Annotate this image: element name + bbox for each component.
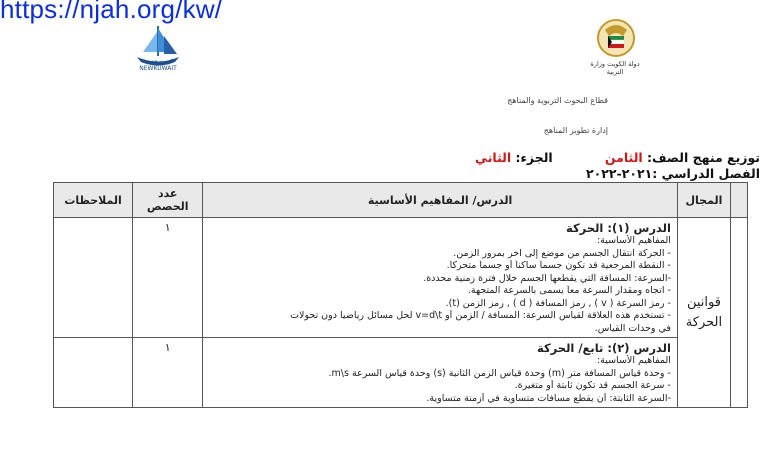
lesson-line: - النقطة المرجعية قد تكون جسماً ساكناً أو جسماً متحركاً.: [446, 260, 671, 271]
title-label: توزيع منهج الصف:: [647, 150, 760, 165]
lesson-line: - تستخدم هذه العلاقة لقياس السرعة: المسافة / الزمن أو v=d\t لحل مسائل رياضيا دون تحولات: [290, 310, 671, 321]
lesson-title: الدرس (١): الحركة: [566, 221, 671, 235]
edge-cell: [730, 218, 747, 408]
periods-header: عدد الحصص: [133, 183, 203, 218]
ministry-caption: دولة الكويت وزارة التربية: [590, 60, 640, 76]
lesson-cell: [203, 218, 678, 338]
lesson-line: في وحدات القياس.: [594, 322, 671, 334]
lesson-line: - الحركة انتقال الجسم من موضع إلى آخر بمرور الزمن.: [453, 247, 671, 259]
lesson-line: - سرعة الجسم قد تكون ثابتة أو متغيرة.: [514, 380, 671, 391]
table-row: [54, 218, 748, 338]
lesson-header: الدرس/ المفاهيم الأساسية: [203, 183, 678, 218]
lesson-line: المفاهيم الأساسية:: [596, 355, 671, 366]
table-row: [54, 338, 748, 408]
sector-name: قطاع البحوث التربوية والمناهج: [507, 96, 608, 105]
grade-value: الثامن: [604, 150, 643, 165]
lesson-line: -السرعة: المسافة التي يقطعها الجسم خلال فترة زمنية محددة.: [423, 272, 671, 284]
notes-header: الملاحظات: [54, 183, 133, 218]
term-label: الفصل الدراسي :٢٠٢١-٢٠٢٢: [585, 166, 760, 181]
notes-cell: [54, 338, 133, 408]
lesson-line: - رمز السرعة ( v ) , رمز المسافة ( d ) , رمز الزمن (t).: [445, 297, 671, 309]
lesson-cell: [203, 338, 678, 408]
notes-cell: [54, 218, 133, 338]
lesson-line: - وحدة قياس المسافة متر (m) وحدة قياس الزمن الثانية (s) وحدة قياس السرعة m\s.: [328, 367, 671, 379]
table-header-row: [54, 183, 748, 218]
lesson-line: - اتجاه ومقدار السرعة معاً يسمى بالسرعة المتجهة.: [467, 285, 671, 296]
page-title: [475, 150, 760, 165]
lesson-title: الدرس (٢): تابع/ الحركة: [536, 341, 671, 355]
periods-cell: ١: [133, 218, 203, 338]
site-url: https://njah.org/kw/: [0, 0, 223, 24]
department-name: إدارة تطوير المناهج: [543, 126, 608, 135]
part-label: الجزء:: [515, 150, 553, 165]
new-kuwait-caption: كويت جديدة NEWKUWAIT: [139, 58, 177, 72]
kuwait-emblem-logo: [593, 16, 639, 60]
lesson-line: المفاهيم الأساسية:: [596, 235, 671, 246]
field-header: المجال: [677, 183, 730, 218]
periods-cell: ١: [133, 338, 203, 408]
curriculum-table: [53, 182, 748, 408]
field-cell: قوانين الحركة: [677, 218, 730, 408]
edge-header: [730, 183, 747, 218]
part-value: الثاني: [475, 150, 512, 165]
lesson-line: -السرعة الثابتة: أن يقطع مسافات متساوية في أزمنة متساوية.: [426, 392, 671, 404]
